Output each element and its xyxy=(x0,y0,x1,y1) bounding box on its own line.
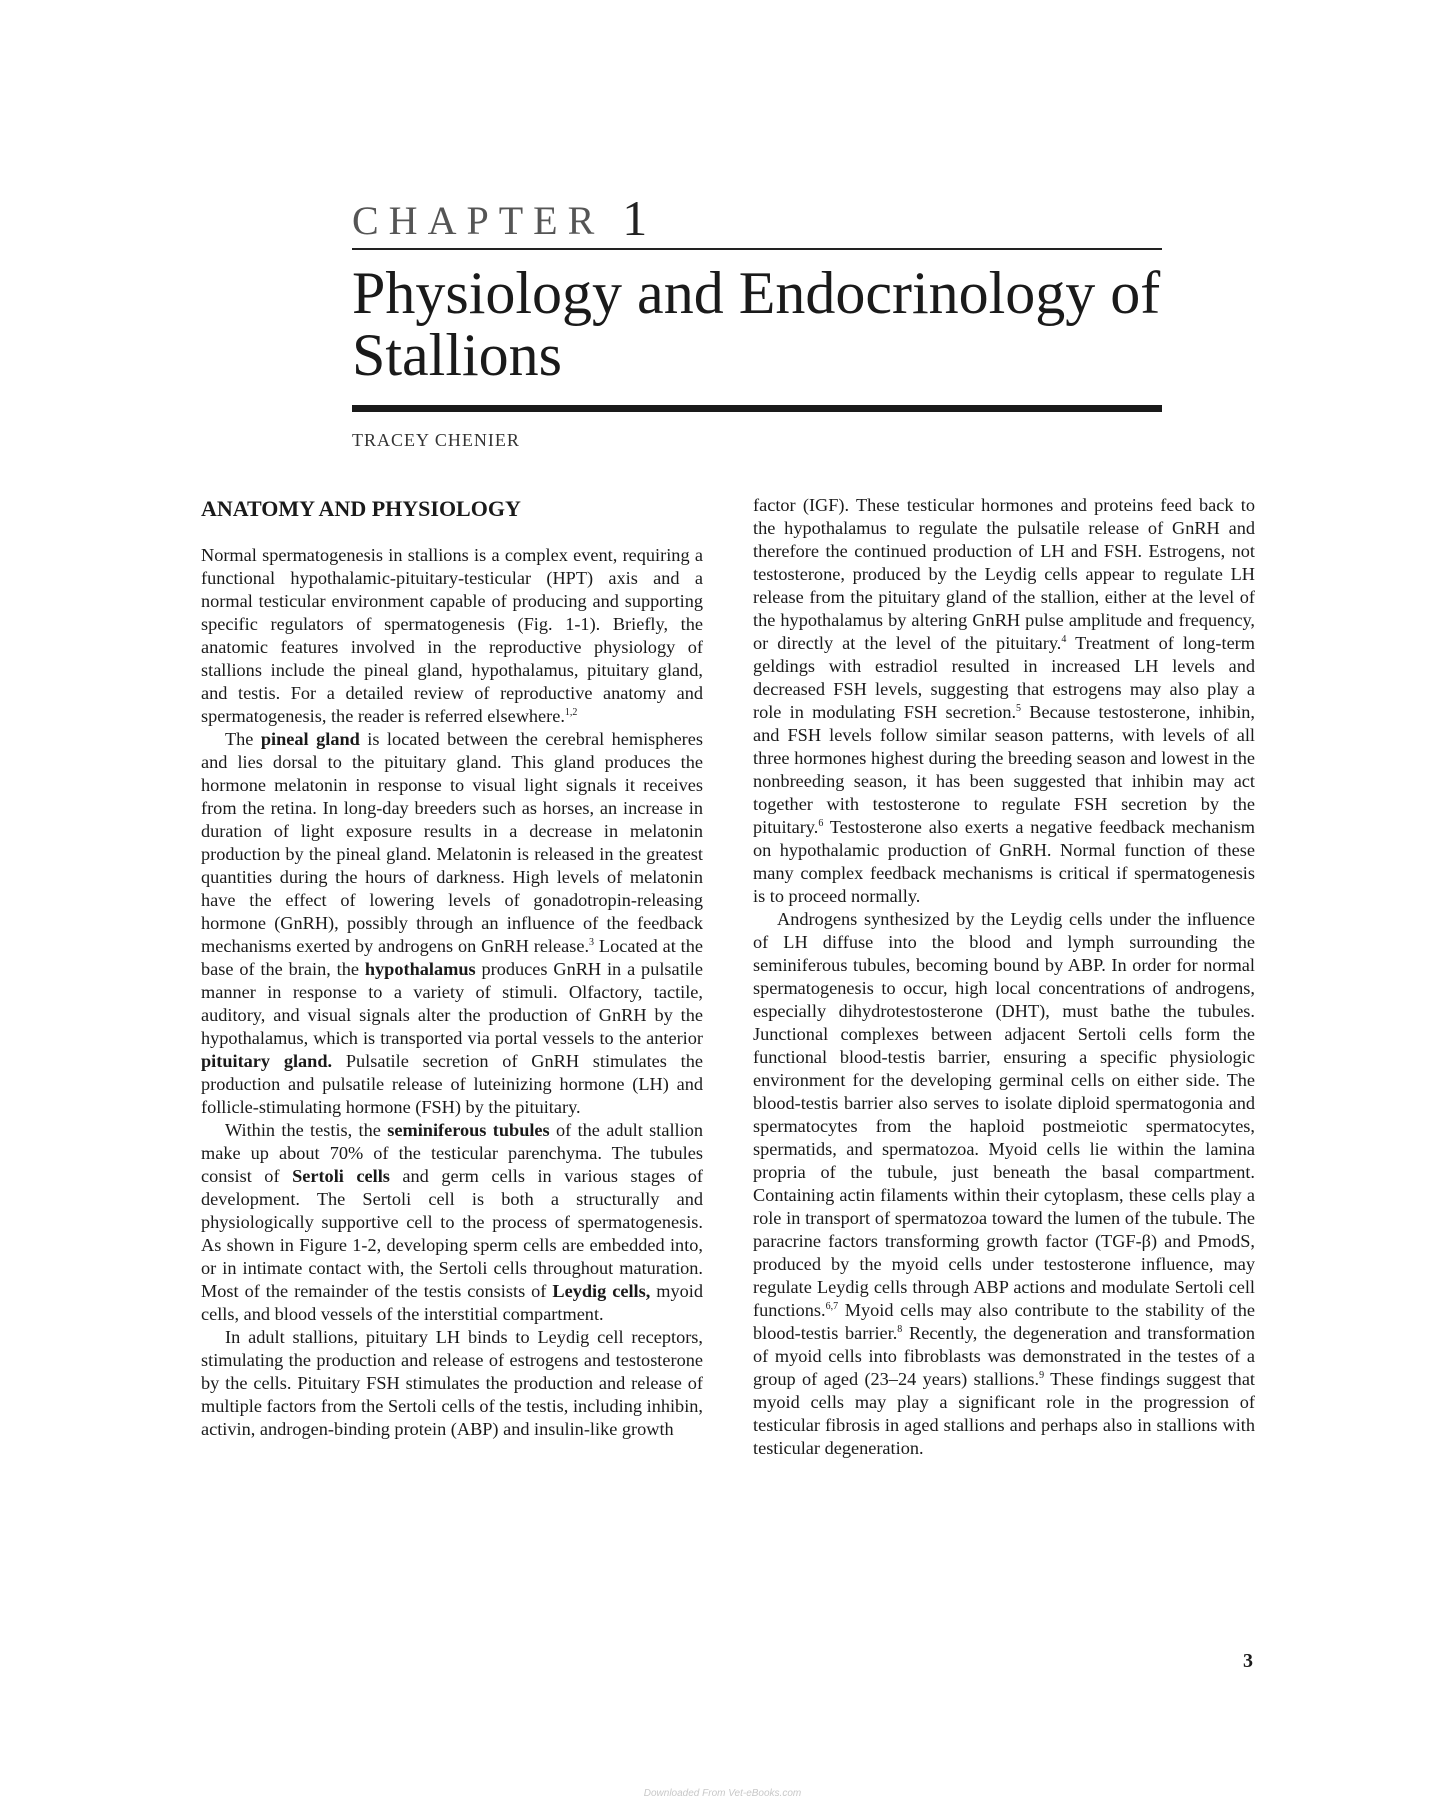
paragraph-text: Myoid cells may also contribute to the stability of the blood-testis barrier. xyxy=(753,1300,1255,1343)
right-column xyxy=(753,494,1255,1460)
bold-term: Sertoli cells xyxy=(292,1166,390,1186)
chapter-rule xyxy=(352,248,1162,250)
paragraph-text: is located between the cerebral hemispheres and lies dorsal to the pituitary gland. This gland produces the hormone melatonin in response to visual light signals it receives from the retina. In long-day breeders such as horses, an increase in duration of light exposure results in a decrease in melatonin production by the pineal gland. Melatonin is released in the greatest quantities during the hours of darkness. High levels of melatonin have the effect of lowering levels of gonadotropin-releasing hormone (GnRH), possibly through an influence of the feedback mechanisms exerted by androgens on GnRH release. xyxy=(201,729,703,956)
paragraph-text: Within the testis, the xyxy=(225,1120,388,1140)
chapter-label xyxy=(352,190,648,246)
paragraph-text: myoid cells, and blood vessels of the interstitial compartment. xyxy=(201,1281,704,1324)
bold-term: pituitary gland. xyxy=(201,1051,333,1071)
left-column xyxy=(201,494,703,1441)
paragraph-text: The xyxy=(225,729,261,749)
paragraph-text: Testosterone also exerts a negative feedback mechanism on hypothalamic production of GnRH. Normal function of these many complex feedback mechanisms is critical if spermatogenesis is to proceed normally. xyxy=(753,817,1255,906)
citation: 1,2 xyxy=(564,706,578,718)
bold-term: seminiferous tubules xyxy=(387,1120,550,1140)
author-name: TRACEY CHENIER xyxy=(352,430,520,450)
paragraph xyxy=(201,1326,703,1441)
paragraph-text: Pulsatile secretion of GnRH stimulates the production and pulsatile release of luteinizing hormone (LH) and follicle-stimulating hormone (FSH) by the pituitary. xyxy=(201,1051,703,1117)
page-number: 3 xyxy=(1243,1650,1253,1672)
bold-term: pineal gland xyxy=(260,729,360,749)
paragraph xyxy=(201,544,703,728)
paragraph-text: factor (IGF). These testicular hormones and proteins feed back to the hypothalamus to regulate the pulsatile release of GnRH and therefore the continued production of LH and FSH. Estrogens, not testosterone, produced by the Leydig cells appear to regulate LH release from the pituitary gland of the stallion, either at the level of the hypothalamus by altering GnRH pulse amplitude and frequency, or directly at the level of the pituitary. xyxy=(753,495,1255,653)
paragraph xyxy=(201,728,703,1119)
chapter-number: 1 xyxy=(622,190,648,246)
paragraph-text: produces GnRH in a pulsatile manner in response to a variety of stimuli. Olfactory, tactile, auditory, and visual signals alter the production of GnRH by the hypothalamus, which is transported via portal vessels to the anterior xyxy=(201,959,703,1048)
citation: 8 xyxy=(897,1323,903,1335)
citation: 4 xyxy=(1061,633,1067,645)
citation: 6 xyxy=(818,817,824,829)
citation: 9 xyxy=(1039,1369,1045,1381)
paragraph-text: Located at the base of the brain, the xyxy=(201,936,704,979)
paragraph-text: and germ cells in various stages of development. The Sertoli cell is both a structurally and physiologically supportive cell to the process of spermatogenesis. As shown in Figure 1-2, developing sperm cells are embedded into, or in intimate contact with, the Sertoli cells throughout maturation. Most of the remainder of the testis consists of xyxy=(201,1166,703,1301)
citation: 3 xyxy=(589,936,595,948)
paragraph-text: In adult stallions, pituitary LH binds to Leydig cell receptors, stimulating the production and release of estrogens and testosterone by the cells. Pituitary FSH stimulates the production and release of multiple factors from the Sertoli cells of the testis, including inhibin, activin, androgen-binding protein (ABP) and insulin-like growth xyxy=(201,1327,703,1439)
paragraph xyxy=(201,1119,703,1326)
paragraph-text: of the adult stallion make up about 70% of the testicular parenchyma. The tubules consist of xyxy=(201,1120,703,1186)
paragraph-text: Androgens synthesized by the Leydig cells under the influence of LH diffuse into the blood and lymph surrounding the seminiferous tubules, becoming bound by ABP. In order for normal spermatogenesis to occur, high local concentrations of androgens, especially dihydrotestosterone (DHT), must bathe the tubules. Junctional complexes between adjacent Sertoli cells form the functional blood-testis barrier, ensuring a specific physiologic environment for the developing germinal cells on either side. The blood-testis barrier also serves to isolate diploid spermatogonia and spermatocytes from the haploid postmeiotic spermatocytes, spermatids, and spermatozoa. Myoid cells lie within the lamina propria of the tubule, just beneath the basal compartment. Containing actin filaments within their cytoplasm, these cells play a role in transport of spermatozoa toward the lumen of the tubule. The paracrine factors transforming growth factor (TGF-β) and PmodS, produced by the myoid cells under testosterone influence, may regulate Leydig cells through ABP actions and modulate Sertoli cell functions. xyxy=(753,909,1255,1320)
paragraph-text: Because testosterone, inhibin, and FSH levels follow similar season patterns, with levels of all three hormones highest during the breeding season and lowest in the nonbreeding season, it has been suggested that inhibin may act together with testosterone to regulate FSH secretion by the pituitary. xyxy=(753,702,1255,837)
bold-term: Leydig cells, xyxy=(552,1281,651,1301)
citation: 6,7 xyxy=(825,1300,839,1312)
chapter-word: CHAPTER xyxy=(352,198,605,243)
paragraph-text: Recently, the degeneration and transformation of myoid cells into fibroblasts was demonstrated in the testes of a group of aged (23–24 years) stallions. xyxy=(753,1323,1255,1389)
paragraph xyxy=(753,908,1255,1460)
watermark: Downloaded From Vet-eBooks.com xyxy=(643,1788,802,1799)
chapter-title: Physiology and Endocrinology of Stallions xyxy=(352,260,1161,388)
citation: 5 xyxy=(1016,702,1022,714)
paragraph-text: Normal spermatogenesis in stallions is a complex event, requiring a functional hypothalamic-pituitary-testicular (HPT) axis and a normal testicular environment capable of producing and supporting specific regulators of spermatogenesis (Fig. 1-1). Briefly, the anatomic features involved in the reproductive physiology of stallions include the pineal gland, hypothalamus, pituitary gland, and testis. For a detailed review of reproductive anatomy and spermatogenesis, the reader is referred elsewhere. xyxy=(201,545,703,726)
paragraph-text: Treatment of long-term geldings with estradiol resulted in increased LH levels and decreased FSH levels, suggesting that estrogens may also play a role in modulating FSH secretion. xyxy=(753,633,1255,722)
paragraph xyxy=(753,494,1255,908)
paragraph-text: These findings suggest that myoid cells may play a significant role in the progression of testicular fibrosis in aged stallions and perhaps also in stallions with testicular degeneration. xyxy=(753,1369,1256,1458)
section-heading: ANATOMY AND PHYSIOLOGY xyxy=(201,496,521,521)
title-rule xyxy=(352,405,1162,412)
bold-term: hypothalamus xyxy=(364,959,476,979)
